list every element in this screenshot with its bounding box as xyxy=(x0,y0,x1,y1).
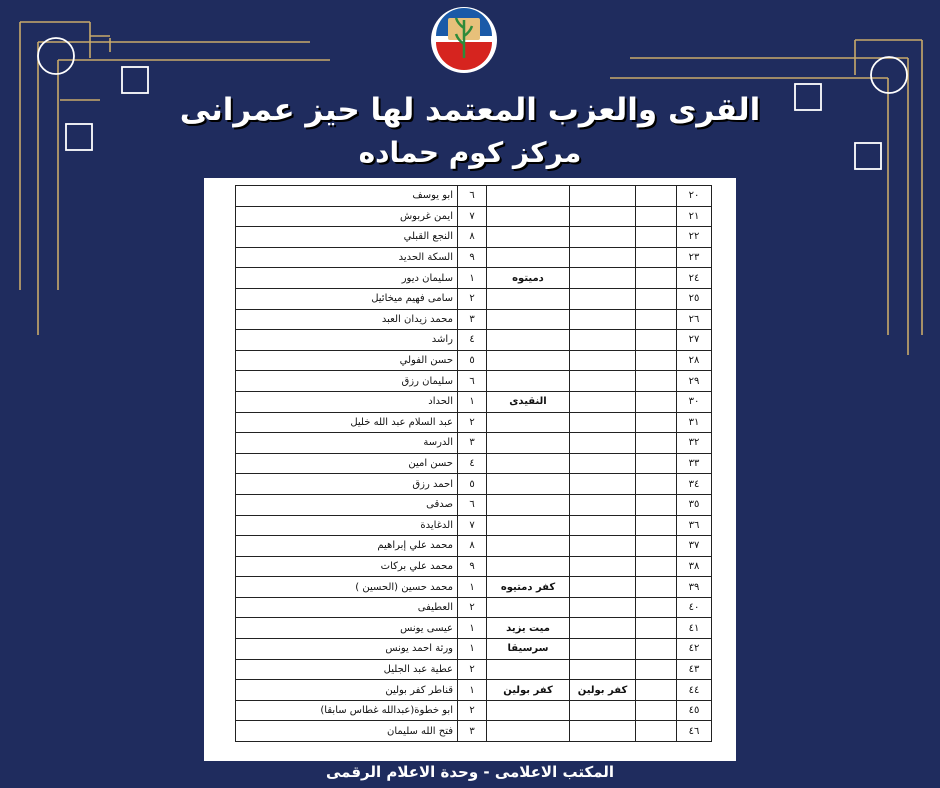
empty-cell xyxy=(636,515,677,536)
table-row xyxy=(236,659,712,680)
local-unit-cell xyxy=(570,412,636,433)
table-row xyxy=(236,330,712,351)
mother-village-cell xyxy=(487,206,570,227)
serial-number-cell: ٣٩ xyxy=(677,577,712,598)
table-row xyxy=(236,268,712,289)
empty-cell xyxy=(636,309,677,330)
local-unit-cell: كفر بولين xyxy=(570,680,636,701)
mother-village-cell xyxy=(487,309,570,330)
mother-village-cell xyxy=(487,659,570,680)
village-number-cell: ٤ xyxy=(458,330,487,351)
mother-village-cell xyxy=(487,597,570,618)
local-unit-cell xyxy=(570,268,636,289)
mother-village-cell xyxy=(487,474,570,495)
village-number-cell: ١ xyxy=(458,268,487,289)
mother-village-cell xyxy=(487,227,570,248)
table-row xyxy=(236,577,712,598)
village-name-cell: النجع القبلي xyxy=(236,227,458,248)
village-number-cell: ٤ xyxy=(458,453,487,474)
table-row xyxy=(236,391,712,412)
mother-village-cell xyxy=(487,536,570,557)
mother-village-cell: سرسيقا xyxy=(487,639,570,660)
empty-cell xyxy=(636,721,677,742)
village-name-cell: محمد علي بركات xyxy=(236,556,458,577)
serial-number-cell: ٣٠ xyxy=(677,391,712,412)
mother-village-cell xyxy=(487,350,570,371)
village-number-cell: ٧ xyxy=(458,515,487,536)
mother-village-cell xyxy=(487,433,570,454)
page-subtitle: مركز كوم حماده xyxy=(358,136,582,169)
table-row xyxy=(236,721,712,742)
footer-credit: المكتب الاعلامى - وحدة الاعلام الرقمى xyxy=(325,763,615,781)
serial-number-cell: ٣٥ xyxy=(677,494,712,515)
serial-number-cell: ٣٦ xyxy=(677,515,712,536)
village-number-cell: ٢ xyxy=(458,412,487,433)
serial-number-cell: ٢٢ xyxy=(677,227,712,248)
village-number-cell: ٣ xyxy=(458,721,487,742)
mother-village-cell: كفر دمتيوه xyxy=(487,577,570,598)
mother-village-cell xyxy=(487,288,570,309)
villages-table xyxy=(235,185,712,742)
local-unit-cell xyxy=(570,433,636,454)
table-sheet xyxy=(204,178,736,761)
village-name-cell: ابو خطوة(عبدالله غطاس سابقا) xyxy=(236,700,458,721)
mother-village-cell xyxy=(487,453,570,474)
village-name-cell: محمد زيدان العبد xyxy=(236,309,458,330)
empty-cell xyxy=(636,453,677,474)
serial-number-cell: ٢٩ xyxy=(677,371,712,392)
local-unit-cell xyxy=(570,597,636,618)
village-name-cell: الحداد xyxy=(236,391,458,412)
serial-number-cell: ٤٦ xyxy=(677,721,712,742)
local-unit-cell xyxy=(570,515,636,536)
table-row xyxy=(236,371,712,392)
local-unit-cell xyxy=(570,618,636,639)
local-unit-cell xyxy=(570,556,636,577)
local-unit-cell xyxy=(570,330,636,351)
village-number-cell: ٩ xyxy=(458,556,487,577)
local-unit-cell xyxy=(570,639,636,660)
serial-number-cell: ٣٨ xyxy=(677,556,712,577)
village-name-cell: سامى فهيم ميخائيل xyxy=(236,288,458,309)
local-unit-cell xyxy=(570,371,636,392)
village-name-cell: ورثة احمد يونس xyxy=(236,639,458,660)
serial-number-cell: ٣٢ xyxy=(677,433,712,454)
village-number-cell: ٢ xyxy=(458,597,487,618)
village-name-cell: سليمان رزق xyxy=(236,371,458,392)
village-name-cell: الدرسة xyxy=(236,433,458,454)
table-row xyxy=(236,474,712,495)
village-number-cell: ١ xyxy=(458,391,487,412)
village-name-cell: محمد حسين (الحسين ) xyxy=(236,577,458,598)
village-number-cell: ٨ xyxy=(458,227,487,248)
governorate-logo xyxy=(430,6,498,74)
local-unit-cell xyxy=(570,494,636,515)
serial-number-cell: ٢٣ xyxy=(677,247,712,268)
table-row xyxy=(236,433,712,454)
empty-cell xyxy=(636,268,677,289)
village-name-cell: عيسى يونس xyxy=(236,618,458,639)
village-number-cell: ١ xyxy=(458,639,487,660)
serial-number-cell: ٢٦ xyxy=(677,309,712,330)
village-name-cell: عطية عبد الجليل xyxy=(236,659,458,680)
local-unit-cell xyxy=(570,206,636,227)
mother-village-cell xyxy=(487,371,570,392)
village-number-cell: ٢ xyxy=(458,659,487,680)
table-row xyxy=(236,206,712,227)
table-row xyxy=(236,680,712,701)
mother-village-cell: دميتوه xyxy=(487,268,570,289)
village-name-cell: حسن الفولي xyxy=(236,350,458,371)
serial-number-cell: ٤٢ xyxy=(677,639,712,660)
empty-cell xyxy=(636,659,677,680)
empty-cell xyxy=(636,412,677,433)
mother-village-cell xyxy=(487,515,570,536)
empty-cell xyxy=(636,474,677,495)
village-name-cell: فتح الله سليمان xyxy=(236,721,458,742)
table-row xyxy=(236,288,712,309)
serial-number-cell: ٤٥ xyxy=(677,700,712,721)
serial-number-cell: ٤١ xyxy=(677,618,712,639)
mother-village-cell xyxy=(487,700,570,721)
mother-village-cell xyxy=(487,556,570,577)
village-number-cell: ٣ xyxy=(458,309,487,330)
village-number-cell: ٢ xyxy=(458,288,487,309)
empty-cell xyxy=(636,371,677,392)
empty-cell xyxy=(636,618,677,639)
village-name-cell: سليمان ديور xyxy=(236,268,458,289)
mother-village-cell: كفر بولين xyxy=(487,680,570,701)
mother-village-cell: ميت يزيد xyxy=(487,618,570,639)
empty-cell xyxy=(636,536,677,557)
empty-cell xyxy=(636,556,677,577)
local-unit-cell xyxy=(570,536,636,557)
local-unit-cell xyxy=(570,288,636,309)
village-number-cell: ٥ xyxy=(458,350,487,371)
table-row xyxy=(236,515,712,536)
empty-cell xyxy=(636,639,677,660)
village-number-cell: ١ xyxy=(458,577,487,598)
village-name-cell: احمد رزق xyxy=(236,474,458,495)
mother-village-cell xyxy=(487,330,570,351)
serial-number-cell: ٢٤ xyxy=(677,268,712,289)
village-number-cell: ٦ xyxy=(458,494,487,515)
village-name-cell: حسن امين xyxy=(236,453,458,474)
table-row xyxy=(236,412,712,433)
empty-cell xyxy=(636,597,677,618)
empty-cell xyxy=(636,350,677,371)
village-name-cell: ابو يوسف xyxy=(236,186,458,207)
local-unit-cell xyxy=(570,700,636,721)
local-unit-cell xyxy=(570,577,636,598)
table-row xyxy=(236,350,712,371)
empty-cell xyxy=(636,330,677,351)
local-unit-cell xyxy=(570,309,636,330)
local-unit-cell xyxy=(570,659,636,680)
local-unit-cell xyxy=(570,247,636,268)
local-unit-cell xyxy=(570,453,636,474)
table-row xyxy=(236,186,712,207)
table-row xyxy=(236,536,712,557)
serial-number-cell: ٢٧ xyxy=(677,330,712,351)
empty-cell xyxy=(636,433,677,454)
serial-number-cell: ٢٠ xyxy=(677,186,712,207)
village-number-cell: ٢ xyxy=(458,700,487,721)
village-name-cell: عبد السلام عبد الله خليل xyxy=(236,412,458,433)
village-number-cell: ١ xyxy=(458,618,487,639)
village-name-cell: ايمن غربوش xyxy=(236,206,458,227)
local-unit-cell xyxy=(570,186,636,207)
empty-cell xyxy=(636,680,677,701)
serial-number-cell: ٣٤ xyxy=(677,474,712,495)
serial-number-cell: ٤٣ xyxy=(677,659,712,680)
empty-cell xyxy=(636,186,677,207)
local-unit-cell xyxy=(570,350,636,371)
empty-cell xyxy=(636,391,677,412)
village-name-cell: صدقى xyxy=(236,494,458,515)
serial-number-cell: ٢٨ xyxy=(677,350,712,371)
village-number-cell: ٨ xyxy=(458,536,487,557)
village-number-cell: ٣ xyxy=(458,433,487,454)
serial-number-cell: ٣٣ xyxy=(677,453,712,474)
village-number-cell: ٩ xyxy=(458,247,487,268)
table-row xyxy=(236,639,712,660)
empty-cell xyxy=(636,206,677,227)
village-name-cell: قناطر كفر بولين xyxy=(236,680,458,701)
village-name-cell: الدغايدة xyxy=(236,515,458,536)
table-row xyxy=(236,618,712,639)
empty-cell xyxy=(636,247,677,268)
table-row xyxy=(236,556,712,577)
village-name-cell: محمد علي إبراهيم xyxy=(236,536,458,557)
table-row xyxy=(236,453,712,474)
local-unit-cell xyxy=(570,474,636,495)
empty-cell xyxy=(636,577,677,598)
village-number-cell: ١ xyxy=(458,680,487,701)
table-row xyxy=(236,247,712,268)
table-row xyxy=(236,700,712,721)
serial-number-cell: ٢١ xyxy=(677,206,712,227)
village-name-cell: السكة الحديد xyxy=(236,247,458,268)
village-number-cell: ٧ xyxy=(458,206,487,227)
serial-number-cell: ٣٧ xyxy=(677,536,712,557)
table-row xyxy=(236,494,712,515)
empty-cell xyxy=(636,494,677,515)
empty-cell xyxy=(636,288,677,309)
mother-village-cell: النقيدى xyxy=(487,391,570,412)
village-name-cell: العطيفى xyxy=(236,597,458,618)
serial-number-cell: ٤٤ xyxy=(677,680,712,701)
serial-number-cell: ٤٠ xyxy=(677,597,712,618)
page-title: القرى والعزب المعتمد لها حيز عمرانى xyxy=(179,92,761,128)
mother-village-cell xyxy=(487,494,570,515)
serial-number-cell: ٢٥ xyxy=(677,288,712,309)
village-number-cell: ٦ xyxy=(458,371,487,392)
local-unit-cell xyxy=(570,721,636,742)
mother-village-cell xyxy=(487,247,570,268)
mother-village-cell xyxy=(487,186,570,207)
local-unit-cell xyxy=(570,227,636,248)
table-row xyxy=(236,597,712,618)
table-row xyxy=(236,227,712,248)
empty-cell xyxy=(636,227,677,248)
empty-cell xyxy=(636,700,677,721)
village-number-cell: ٦ xyxy=(458,186,487,207)
mother-village-cell xyxy=(487,721,570,742)
serial-number-cell: ٣١ xyxy=(677,412,712,433)
mother-village-cell xyxy=(487,412,570,433)
local-unit-cell xyxy=(570,391,636,412)
table-row xyxy=(236,309,712,330)
village-number-cell: ٥ xyxy=(458,474,487,495)
village-name-cell: راشد xyxy=(236,330,458,351)
